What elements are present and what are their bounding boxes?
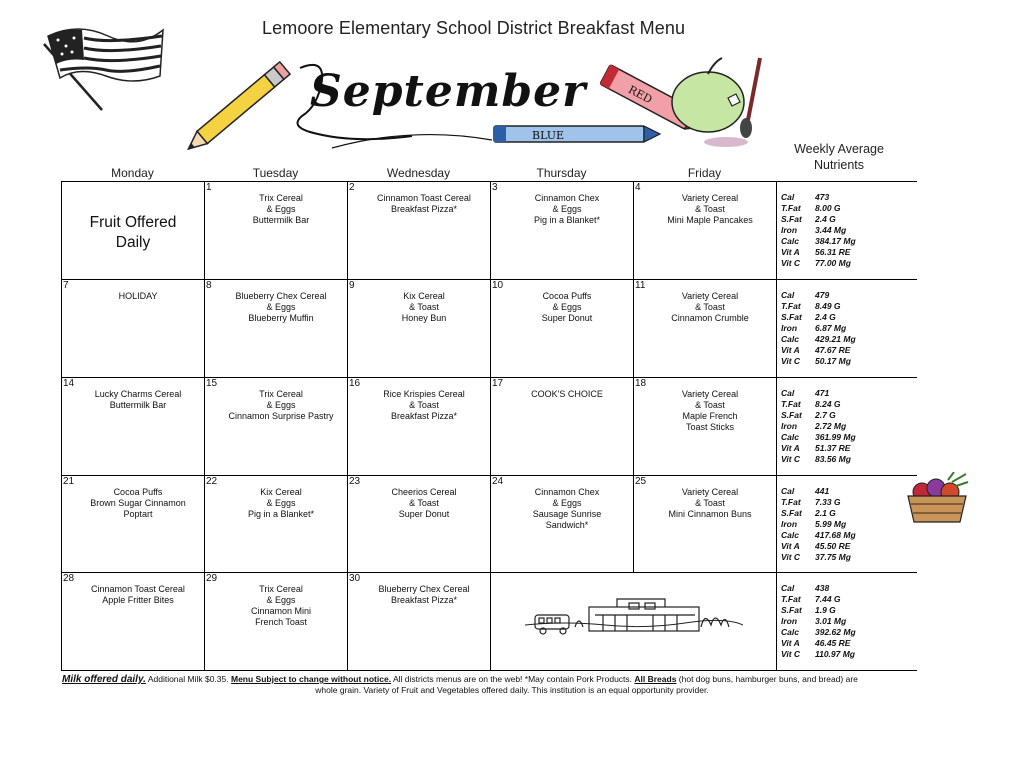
calendar-cell [348,280,491,378]
day-header-thursday: Thursday [536,166,587,180]
nutrient-row: Calc 417.68 Mg [781,530,856,540]
day-header-wednesday: Wednesday [386,166,451,180]
day-number: 1 [206,182,212,193]
calendar-cell [634,182,777,280]
nutrient-row: Cal 471 [781,388,830,398]
calendar-cell [62,476,205,573]
nutrient-row: Iron 5.99 Mg [781,519,847,529]
calendar-cell [62,280,205,378]
nutrient-row: S.Fat 1.9 G [781,605,836,615]
day-number: 8 [206,280,212,291]
menu-items: Variety Cereal & Toast Cinnamon Crumble [671,291,749,323]
calendar-cell [348,573,491,671]
page-title: Lemoore Elementary School District Breakfast Menu [262,18,686,38]
nutrient-row: Calc 429.21 Mg [781,334,856,344]
weekly-nutrients [777,476,917,573]
day-number: 14 [63,378,75,389]
day-number: 16 [349,378,361,389]
calendar-cell [205,573,348,671]
pencil-icon [182,58,302,150]
nutrient-row: Calc 361.99 Mg [781,432,856,442]
calendar-cell [491,476,634,573]
day-number: 23 [349,476,361,487]
nutrient-row: S.Fat 2.7 G [781,410,836,420]
day-number: 22 [206,476,218,487]
calendar-cell [348,182,491,280]
nutrient-row: T.Fat 8.00 G [781,203,841,213]
menu-items: Kix Cereal & Eggs Pig in a Blanket* [247,487,315,519]
day-number: 25 [635,476,647,487]
nutrient-row: Cal 479 [781,290,830,300]
nutrient-row: Cal 441 [781,486,830,496]
school-building-icon [525,595,743,639]
day-number: 28 [63,573,75,584]
blue-crayon-label: BLUE [532,129,565,142]
menu-items: Variety Cereal & Toast Maple French Toast Sticks [681,389,739,432]
footer-line-2: whole grain. Variety of Fruit and Vegetables offered daily. This institution is an equal opportunity provider. [315,685,709,695]
menu-items: Cinnamon Toast Cereal Apple Fritter Bites [91,584,185,605]
nutrient-row: Vit C 37.75 Mg [781,552,851,562]
menu-items: Cheerios Cereal & Toast Super Donut [391,487,457,519]
nutrient-row: Iron 3.01 Mg [781,616,847,626]
fruit-offered-daily: Fruit Offered Daily [89,214,177,251]
nutrient-row: T.Fat 8.49 G [781,301,841,311]
nutrient-row: Iron 2.72 Mg [781,421,847,431]
calendar-cell [62,182,205,280]
weekly-nutrients [777,378,917,476]
weekly-nutrients [777,182,917,280]
nutrient-row: Calc 392.62 Mg [781,627,856,637]
menu-items: COOK'S CHOICE [531,389,603,399]
menu-items: Trix Cereal & Eggs Cinnamon Mini French Toast [250,584,312,627]
menu-items: Lucky Charms Cereal Buttermilk Bar [94,389,182,410]
menu-items: Cinnamon Chex & Eggs Sausage Sunrise Sandwich* [532,487,602,530]
calendar-cell [205,182,348,280]
day-number: 15 [206,378,218,389]
menu-items: Rice Krispies Cereal & Toast Breakfast Pizza* [383,389,465,421]
calendar-cell [205,378,348,476]
day-number: 10 [492,280,504,291]
day-header-friday: Friday [687,166,722,180]
calendar-cell [205,476,348,573]
day-number: 2 [349,182,355,193]
menu-items: Blueberry Chex Cereal Breakfast Pizza* [378,584,470,605]
menu-items: Variety Cereal & Toast Mini Maple Pancakes [667,193,753,225]
day-number: 24 [492,476,504,487]
calendar-cell [62,378,205,476]
menu-calendar-grid [61,181,917,671]
nutrient-row: Vit C 50.17 Mg [781,356,851,366]
menu-items: Kix Cereal & Toast Honey Bun [401,291,447,323]
day-number: 4 [635,182,641,193]
nutrient-row: T.Fat 8.24 G [781,399,841,409]
nutrient-row: T.Fat 7.44 G [781,594,841,604]
calendar-cell [348,476,491,573]
menu-items: Trix Cereal & Eggs Cinnamon Surprise Pastry [228,389,334,421]
calendar-cell [348,378,491,476]
nutrient-row: Cal 473 [781,192,830,202]
nutrient-row: Vit A 56.31 RE [781,247,851,257]
menu-items: Variety Cereal & Toast Mini Cinnamon Buns [668,487,752,519]
nutrient-row: Calc 384.17 Mg [781,236,856,246]
calendar-cell [205,280,348,378]
nutrient-row: Vit A 45.50 RE [781,541,851,551]
menu-items: Blueberry Chex Cereal & Eggs Blueberry Muffin [235,291,327,323]
nutrient-row: Vit A 46.45 RE [781,638,851,648]
nutrient-row: T.Fat 7.33 G [781,497,841,507]
day-number: 29 [206,573,218,584]
menu-items: Cocoa Puffs Brown Sugar Cinnamon Poptart [90,487,186,519]
menu-items: Trix Cereal & Eggs Buttermilk Bar [252,193,310,225]
day-header-monday: Monday [111,166,154,180]
menu-items: Cinnamon Toast Cereal Breakfast Pizza* [377,193,471,214]
calendar-cell [491,378,634,476]
calendar-cell [634,378,777,476]
weekly-nutrients [777,280,917,378]
calendar-cell [634,476,777,573]
month-title: September [310,66,587,117]
menu-items: Cocoa Puffs & Eggs Super Donut [541,291,593,323]
footer-line-1: Milk offered daily. Additional Milk $0.35. Menu Subject to change without notice. All districts menus are on the web! *May contain Pork Products. All Breads (hot dog buns, hamburger buns, and bread) are [62,674,858,685]
nutrient-row: Cal 438 [781,583,830,593]
day-header-tuesday: Tuesday [252,166,299,180]
nutrient-row: Iron 6.87 Mg [781,323,847,333]
weekly-average-nutrients-header: Weekly Average Nutrients [794,142,884,172]
nutrient-row: Vit C 110.97 Mg [781,649,856,659]
day-number: 18 [635,378,647,389]
menu-items: HOLIDAY [118,291,158,301]
flag-icon [38,14,168,114]
nutrient-row: Vit C 77.00 Mg [781,258,851,268]
school-illustration-cell [491,573,777,671]
nutrient-row: Vit A 47.67 RE [781,345,851,355]
day-number: 7 [63,280,69,291]
day-number: 3 [492,182,498,193]
basket-icon [902,472,972,526]
crayon-icon [490,54,780,150]
day-number: 21 [63,476,75,487]
nutrient-row: S.Fat 2.1 G [781,508,836,518]
red-crayon-label: RED [626,83,655,107]
nutrient-row: S.Fat 2.4 G [781,312,836,322]
day-number: 9 [349,280,355,291]
day-number: 11 [635,280,646,291]
nutrient-row: S.Fat 2.4 G [781,214,836,224]
milk-offered-daily: Milk offered daily. [62,674,146,685]
nutrient-row: Iron 3.44 Mg [781,225,847,235]
nutrient-row: Vit C 83.56 Mg [781,454,851,464]
calendar-cell [634,280,777,378]
nutrient-row: Vit A 51.37 RE [781,443,851,453]
calendar-cell [491,182,634,280]
menu-items: Cinnamon Chex & Eggs Pig in a Blanket* [533,193,601,225]
footer-notice [62,674,962,696]
day-number: 17 [492,378,504,389]
calendar-cell [62,573,205,671]
calendar-cell [491,280,634,378]
weekly-nutrients [777,573,917,671]
day-number: 30 [349,573,361,584]
